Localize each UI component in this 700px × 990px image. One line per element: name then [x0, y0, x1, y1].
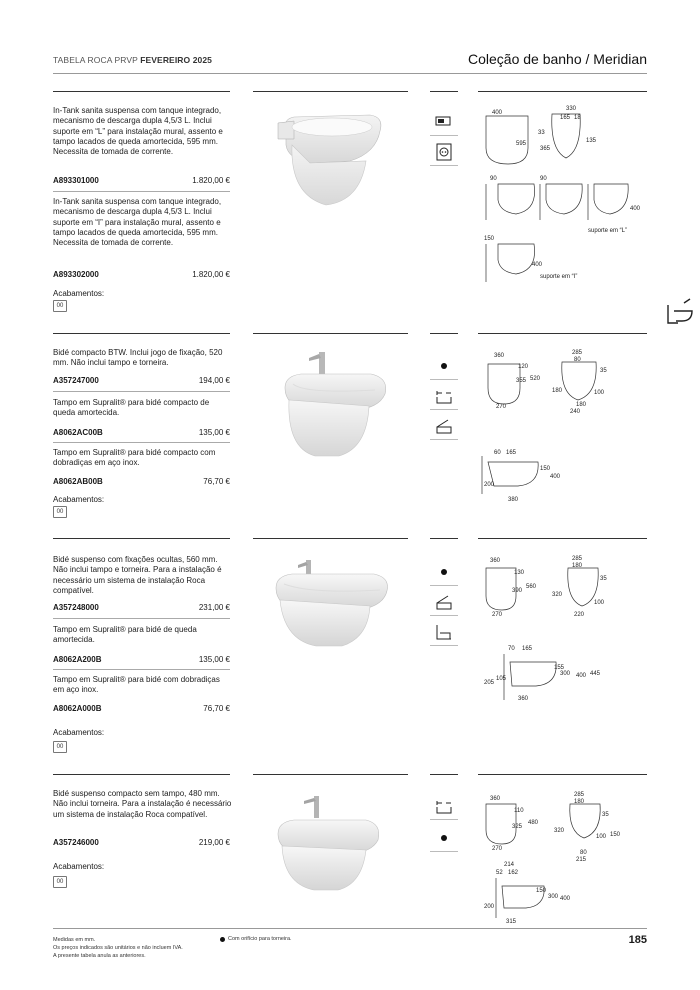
product-code: A357248000 — [53, 603, 99, 612]
section-divider — [478, 333, 647, 334]
soft-close-seat-icon — [430, 588, 458, 616]
power-socket-icon — [430, 138, 458, 166]
section-divider — [430, 333, 458, 334]
row-divider — [53, 618, 230, 619]
dim-label: 300 — [560, 671, 571, 677]
dim-label: 330 — [566, 106, 577, 112]
section-divider — [53, 774, 230, 775]
product-code: A8062AB00B — [53, 477, 103, 486]
footer-note: Medidas em mm. — [53, 937, 96, 943]
product-description: Bidé suspenso compacto sem tampo, 480 mm. Não inclui torneira. Para a instalação é necessário um sistema de instalação Roca compatível. — [53, 789, 232, 819]
dim-label: 100 — [594, 390, 605, 396]
dim-label: 120 — [518, 364, 529, 370]
catalog-name: TABELA ROCA PRVP — [53, 55, 138, 65]
page-title: Coleção de banho / Meridian — [467, 51, 647, 67]
dim-label: 180 — [552, 388, 563, 394]
product-price: 1.820,00 € — [192, 176, 230, 185]
dim-label: 300 — [548, 894, 559, 900]
product-row — [53, 603, 230, 612]
product-row — [53, 704, 230, 713]
row-divider — [53, 391, 230, 392]
dim-label: 110 — [514, 808, 524, 814]
finishes-label: Acabamentos: — [53, 862, 105, 871]
fixing-kit-icon — [430, 792, 458, 820]
dim-label: 360 — [490, 796, 501, 802]
dim-label: 60 — [494, 450, 501, 456]
finishes-label: Acabamentos: — [53, 289, 105, 298]
dim-label: 270 — [492, 612, 503, 618]
dim-label: 100 — [594, 600, 605, 606]
dim-label: 215 — [576, 857, 587, 863]
product-photo-toilet — [270, 105, 390, 215]
dim-label: 270 — [492, 846, 503, 852]
catalog-header — [53, 55, 212, 65]
dim-label: 155 — [554, 665, 565, 671]
dim-label: 480 — [528, 820, 539, 826]
finish-swatch: 00 — [53, 506, 67, 518]
dim-label: 180 — [574, 799, 585, 805]
section-divider — [253, 333, 408, 334]
dim-label: 320 — [554, 828, 565, 834]
technical-drawing-bidet — [478, 344, 648, 509]
legend-dot-icon — [220, 937, 225, 942]
header-divider — [53, 73, 647, 74]
product-description: In-Tank sanita suspensa com tanque integrado, mecanismo de descarga dupla 4,5/3 L. Inclui suporte em “L” para instalação mural, assento e tampo lacados de queda amortecida, 595 mm. Necessita de tomada de corrente. — [53, 106, 223, 157]
product-photo-bidet — [275, 348, 395, 463]
dim-label: 150 — [484, 236, 495, 242]
row-divider — [53, 442, 230, 443]
drawing-caption: suporte em “I” — [540, 274, 578, 280]
product-code: A893301000 — [53, 176, 99, 185]
tap-hole-indicator — [430, 824, 458, 852]
product-row — [53, 477, 230, 486]
dim-label: 162 — [508, 870, 519, 876]
product-description: Tampo em Supralit® para bidé compacto com dobradiças em aço inox. — [53, 448, 216, 468]
section-divider — [478, 538, 647, 539]
legend-text: Com orifício para torneira. — [228, 936, 292, 942]
section-divider — [430, 774, 458, 775]
product-description: In-Tank sanita suspensa com tanque integrado, mecanismo de descarga dupla 4,5/3 L. Inclui suporte em “I” para instalação mural, assento e tampo lacados de queda amortecida, 595 mm. Necessita de tomada de corrente. — [53, 197, 222, 248]
fixing-kit-icon — [430, 382, 458, 410]
product-price: 231,00 € — [198, 603, 230, 612]
dim-label: 520 — [530, 376, 541, 382]
section-divider — [430, 91, 458, 92]
dim-label: 52 — [496, 870, 503, 876]
product-price: 194,00 € — [198, 376, 230, 385]
dim-label: 165 — [506, 450, 517, 456]
footer-note: Os preços indicados são unitários e não incluem IVA. — [53, 945, 183, 951]
in-tank-icon — [430, 108, 458, 136]
dim-label: 18 — [574, 115, 581, 121]
dim-label: 400 — [576, 673, 587, 679]
dim-label: 35 — [602, 812, 609, 818]
product-code: A357247000 — [53, 376, 99, 385]
dim-label: 90 — [490, 176, 497, 182]
product-row — [53, 838, 230, 847]
dim-label: 165 — [522, 646, 533, 652]
dim-label: 205 — [484, 680, 495, 686]
tap-hole-indicator — [430, 558, 458, 586]
dim-label: 400 — [492, 110, 503, 116]
technical-drawing-wall-bidet — [478, 550, 648, 710]
section-divider — [53, 91, 230, 92]
product-code: A8062A200B — [53, 655, 102, 664]
dim-label: 325 — [512, 824, 523, 830]
product-description: Bidé compacto BTW. Inclui jogo de fixação, 520 mm. Não inclui tampo e torneira. — [53, 348, 223, 368]
product-photo-wall-bidet — [270, 556, 395, 656]
dim-label: 560 — [526, 584, 537, 590]
tap-hole-indicator — [430, 352, 458, 380]
dim-label: 135 — [586, 138, 597, 144]
product-description: Bidé suspenso com fixações ocultas, 560 mm. Não inclui tampo e torneira. Para a instalação é necessário um sistema de instalação Roca compatível. — [53, 555, 222, 595]
soft-close-seat-icon — [430, 412, 458, 440]
section-divider — [430, 538, 458, 539]
product-row — [53, 176, 230, 185]
dim-label: 360 — [518, 696, 529, 702]
product-row — [53, 655, 230, 664]
dim-label: 285 — [572, 350, 583, 356]
dim-label: 285 — [572, 556, 583, 562]
dim-label: 90 — [540, 176, 547, 182]
dim-label: 100 — [596, 834, 607, 840]
footer-legend — [220, 936, 292, 942]
finish-swatch: 00 — [53, 300, 67, 312]
dim-label: 380 — [508, 497, 519, 503]
concealed-fixing-icon — [430, 618, 458, 646]
dim-label: 400 — [560, 896, 571, 902]
product-description: Tampo em Supralit® para bidé de queda amortecida. — [53, 625, 197, 645]
dim-label: 400 — [630, 206, 641, 212]
product-description: Tampo em Supralit® para bidé compacto de queda amortecida. — [53, 398, 210, 418]
dim-label: 33 — [538, 130, 545, 136]
toilet-category-icon — [666, 297, 694, 327]
dim-label: 315 — [506, 919, 517, 925]
dim-label: 180 — [576, 402, 587, 408]
technical-drawing-toilet — [478, 100, 648, 290]
footer-notes — [53, 936, 183, 960]
section-divider — [478, 774, 647, 775]
dim-label: 70 — [508, 646, 515, 652]
dim-label: 360 — [490, 558, 501, 564]
dim-label: 400 — [550, 474, 561, 480]
technical-drawing-compact-bidet — [478, 788, 648, 928]
dim-label: 80 — [580, 850, 587, 856]
dim-label: 355 — [516, 378, 527, 384]
dim-label: 220 — [574, 612, 585, 618]
section-divider — [253, 91, 408, 92]
product-code: A8062AC00B — [53, 428, 103, 437]
catalog-edition: FEVEREIRO 2025 — [140, 55, 213, 65]
product-price: 76,70 € — [203, 477, 230, 486]
dim-label: 365 — [540, 146, 551, 152]
dim-label: 130 — [514, 570, 525, 576]
section-divider — [253, 538, 408, 539]
product-code: A893302000 — [53, 270, 99, 279]
product-price: 219,00 € — [198, 838, 230, 847]
dim-label: 35 — [600, 368, 607, 374]
dim-label: 150 — [536, 888, 547, 894]
product-price: 1.820,00 € — [192, 270, 230, 279]
row-divider — [53, 191, 230, 192]
finishes-label: Acabamentos: — [53, 495, 105, 504]
product-price: 135,00 € — [198, 655, 230, 664]
product-price: 135,00 € — [198, 428, 230, 437]
dim-label: 214 — [504, 862, 515, 868]
dim-label: 240 — [570, 409, 581, 415]
dim-label: 200 — [484, 482, 495, 488]
dim-label: 320 — [552, 592, 563, 598]
section-divider — [53, 333, 230, 334]
dim-label: 270 — [496, 404, 507, 410]
footer-divider — [53, 928, 647, 929]
dim-label: 150 — [610, 832, 621, 838]
drawing-caption: suporte em “L” — [588, 228, 628, 234]
dim-label: 105 — [496, 676, 507, 682]
product-row — [53, 428, 230, 437]
product-row — [53, 270, 230, 279]
finish-swatch: 00 — [53, 741, 67, 753]
product-price: 76,70 € — [203, 704, 230, 713]
product-code: A8062A000B — [53, 704, 102, 713]
row-divider — [53, 669, 230, 670]
dim-label: 360 — [494, 353, 505, 359]
dim-label: 35 — [600, 576, 607, 582]
product-code: A357246000 — [53, 838, 99, 847]
dim-label: 180 — [572, 563, 583, 569]
dim-label: 165 — [560, 115, 571, 121]
dim-label: 400 — [532, 262, 543, 268]
page-number: 185 — [628, 934, 647, 946]
section-divider — [478, 91, 647, 92]
section-divider — [253, 774, 408, 775]
product-description: Tampo em Supralit® para bidé com dobradiças em aço inox. — [53, 675, 220, 695]
dim-label: 595 — [516, 141, 527, 147]
dim-label: 150 — [540, 466, 551, 472]
footer-note: A presente tabela anula as anteriores. — [53, 953, 146, 959]
finishes-label: Acabamentos: — [53, 728, 105, 737]
dim-label: 445 — [590, 671, 601, 677]
dim-label: 285 — [574, 792, 585, 798]
section-divider — [53, 538, 230, 539]
dim-label: 200 — [484, 904, 495, 910]
finish-swatch: 00 — [53, 876, 67, 888]
dim-label: 390 — [512, 588, 523, 594]
dim-label: 80 — [574, 357, 581, 363]
product-photo-compact-bidet — [270, 790, 390, 900]
product-row — [53, 376, 230, 385]
